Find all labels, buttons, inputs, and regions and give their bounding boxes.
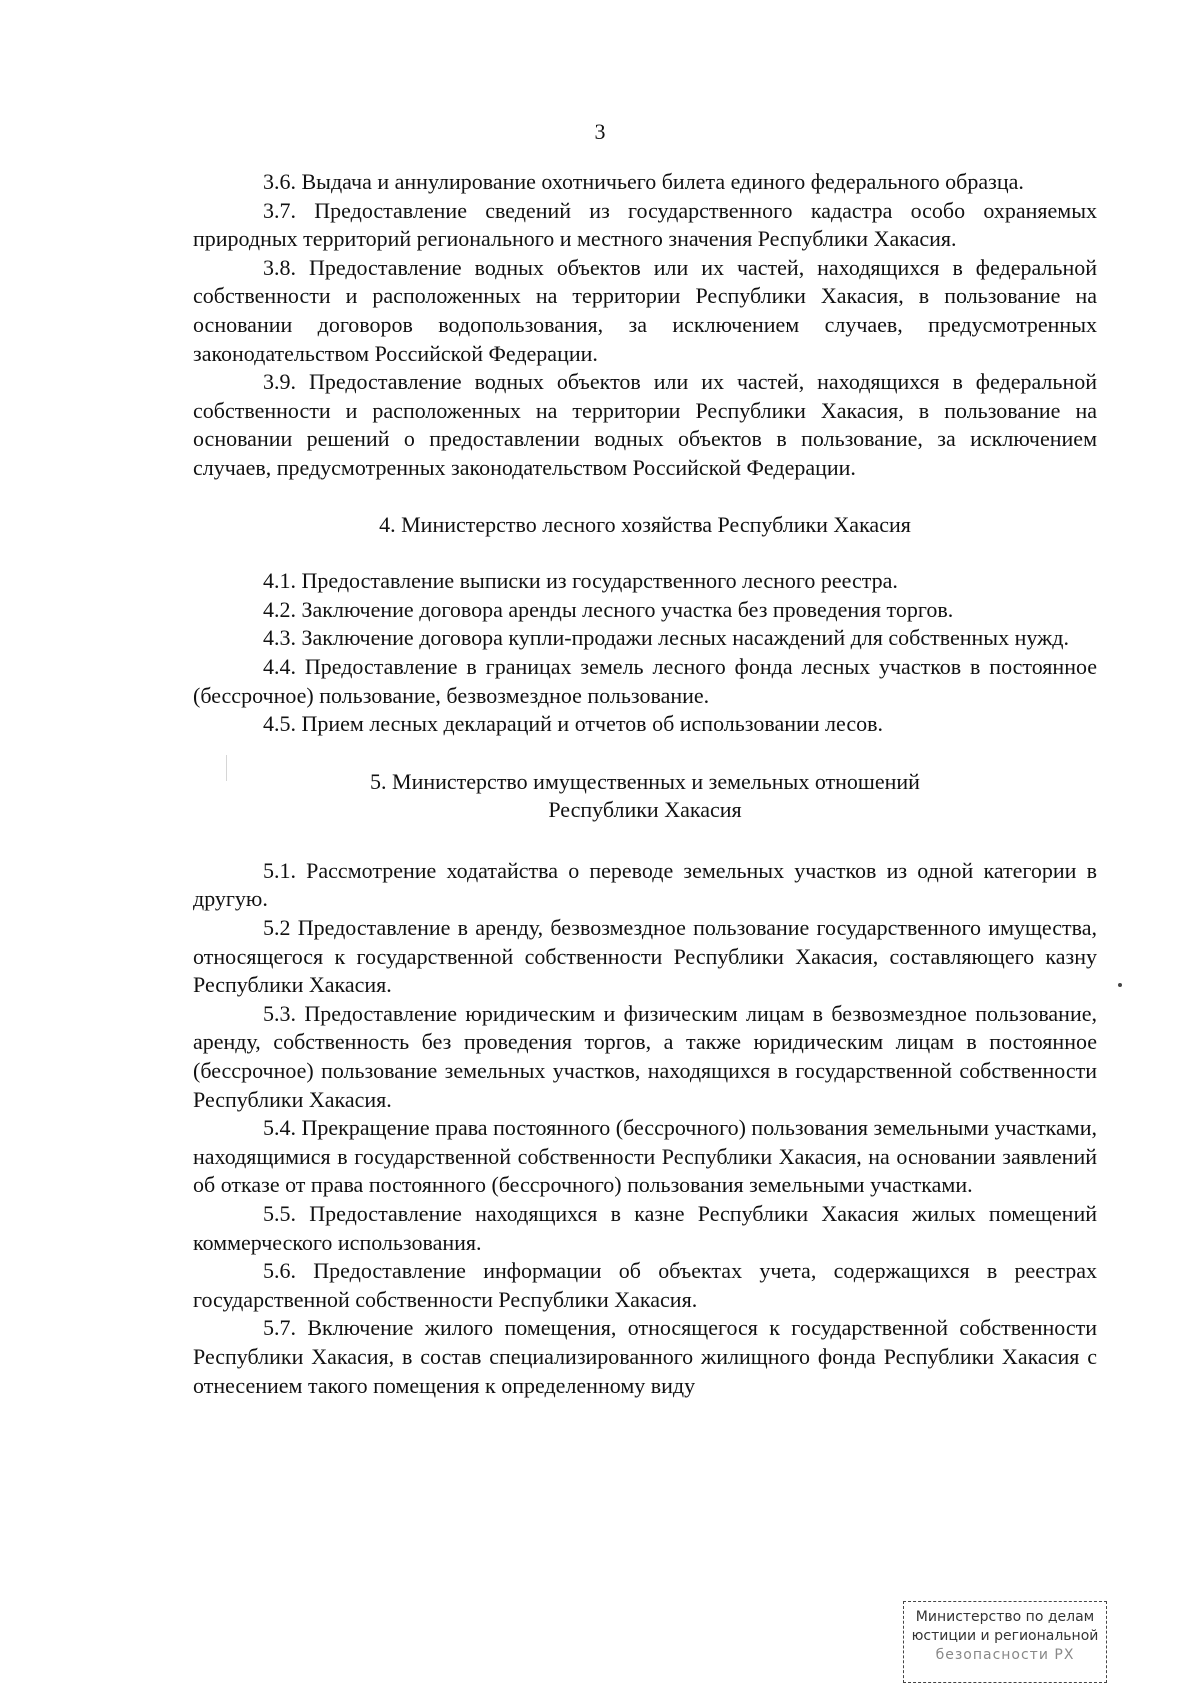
paragraph-5-7: 5.7. Включение жилого помещения, относящегося к государственной собственности Республики Хакасия, в состав специализированного жилищного фонда Республики Хакасия с отнесением такого помещения к определенному виду — [193, 1315, 1097, 1398]
paragraph-5-6: 5.6. Предоставление информации об объектах учета, содержащихся в реестрах государственной собственности Республики Хакасия. — [193, 1258, 1097, 1312]
paragraph-5-4: 5.4. Прекращение права постоянного (бессрочного) пользования земельными участками, находящимися в государственной собственности Республики Хакасия, на основании заявлений об отказе от права постоянного (бессрочного) пользования земельными участками. — [193, 1115, 1097, 1198]
page-number: 3 — [594, 119, 606, 144]
stamp-line-3: безопасности РХ — [935, 1647, 1075, 1663]
paragraph-4-4: 4.4. Предоставление в границах земель лесного фонда лесных участков в постоянное (бессрочное) пользование, безвозмездное пользование. — [193, 653, 1097, 708]
paragraph-5-5: 5.5. Предоставление находящихся в казне Республики Хакасия жилых помещений коммерческого использования. — [193, 1201, 1097, 1255]
stamp-line-2: юстиции и региональной — [911, 1628, 1099, 1644]
section-5-heading-line1: 5. Министерство имущественных и земельных отношений — [370, 768, 920, 794]
section-4-heading: 4. Министерство лесного хозяйства Республики Хакасия — [379, 511, 911, 537]
document-body — [193, 168, 1097, 1400]
paragraph-3-7: 3.7. Предоставление сведений из государственного кадастра особо охраняемых природных территорий регионального и местного значения Республики Хакасия. — [193, 197, 1097, 252]
paragraph-5-2: 5.2 Предоставление в аренду, безвозмездное пользование государственного имущества, относящегося к государственной собственности Республики Хакасия, составляющего казну Республики Хакасия. — [193, 915, 1097, 998]
paragraph-5-3: 5.3. Предоставление юридическим и физическим лицам в безвозмездное пользование, аренду, собственность без проведения торгов, а также юридическим лицам в постоянное (бессрочное) пользование земельных участков, находящихся в государственной собственности Республики Хакасия. — [193, 1000, 1097, 1112]
paragraph-3-8: 3.8. Предоставление водных объектов или их частей, находящихся в федеральной собственности и расположенных на территории Республики Хакасия, в пользование на основании договоров водопользования, за исключением случаев, предусмотренных законодательством Российской Федерации. — [193, 254, 1097, 366]
paragraph-4-1: 4.1. Предоставление выписки из государственного лесного реестра. — [263, 568, 898, 594]
paragraph-3-6: 3.6. Выдача и аннулирование охотничьего билета единого федерального образца. — [263, 169, 1024, 194]
paragraph-4-3: 4.3. Заключение договора купли-продажи лесных насаждений для собственных нужд. — [263, 625, 1069, 651]
paragraph-4-5: 4.5. Прием лесных деклараций и отчетов об использовании лесов. — [263, 711, 883, 737]
section-5-heading — [193, 768, 1097, 825]
registration-stamp — [903, 1601, 1107, 1683]
paragraph-5-1: 5.1. Рассмотрение ходатайства о переводе земельных участков из одной категории в другую. — [193, 857, 1097, 912]
section-5-heading-line2: Республики Хакасия — [548, 797, 742, 823]
stamp-line-1: Министерство по делам — [915, 1609, 1095, 1625]
paragraph-4-2: 4.2. Заключение договора аренды лесного участка без проведения торгов. — [263, 596, 954, 622]
paragraph-3-9: 3.9. Предоставление водных объектов или их частей, находящихся в федеральной собственности и расположенных на территории Республики Хакасия, в пользование на основании решений о предоставлении водных объектов в пользование, за исключением случаев, предусмотренных законодательством Российской Федерации. — [193, 369, 1097, 480]
scan-artifact-line — [226, 755, 227, 781]
scan-artifact-dot — [1118, 983, 1122, 987]
